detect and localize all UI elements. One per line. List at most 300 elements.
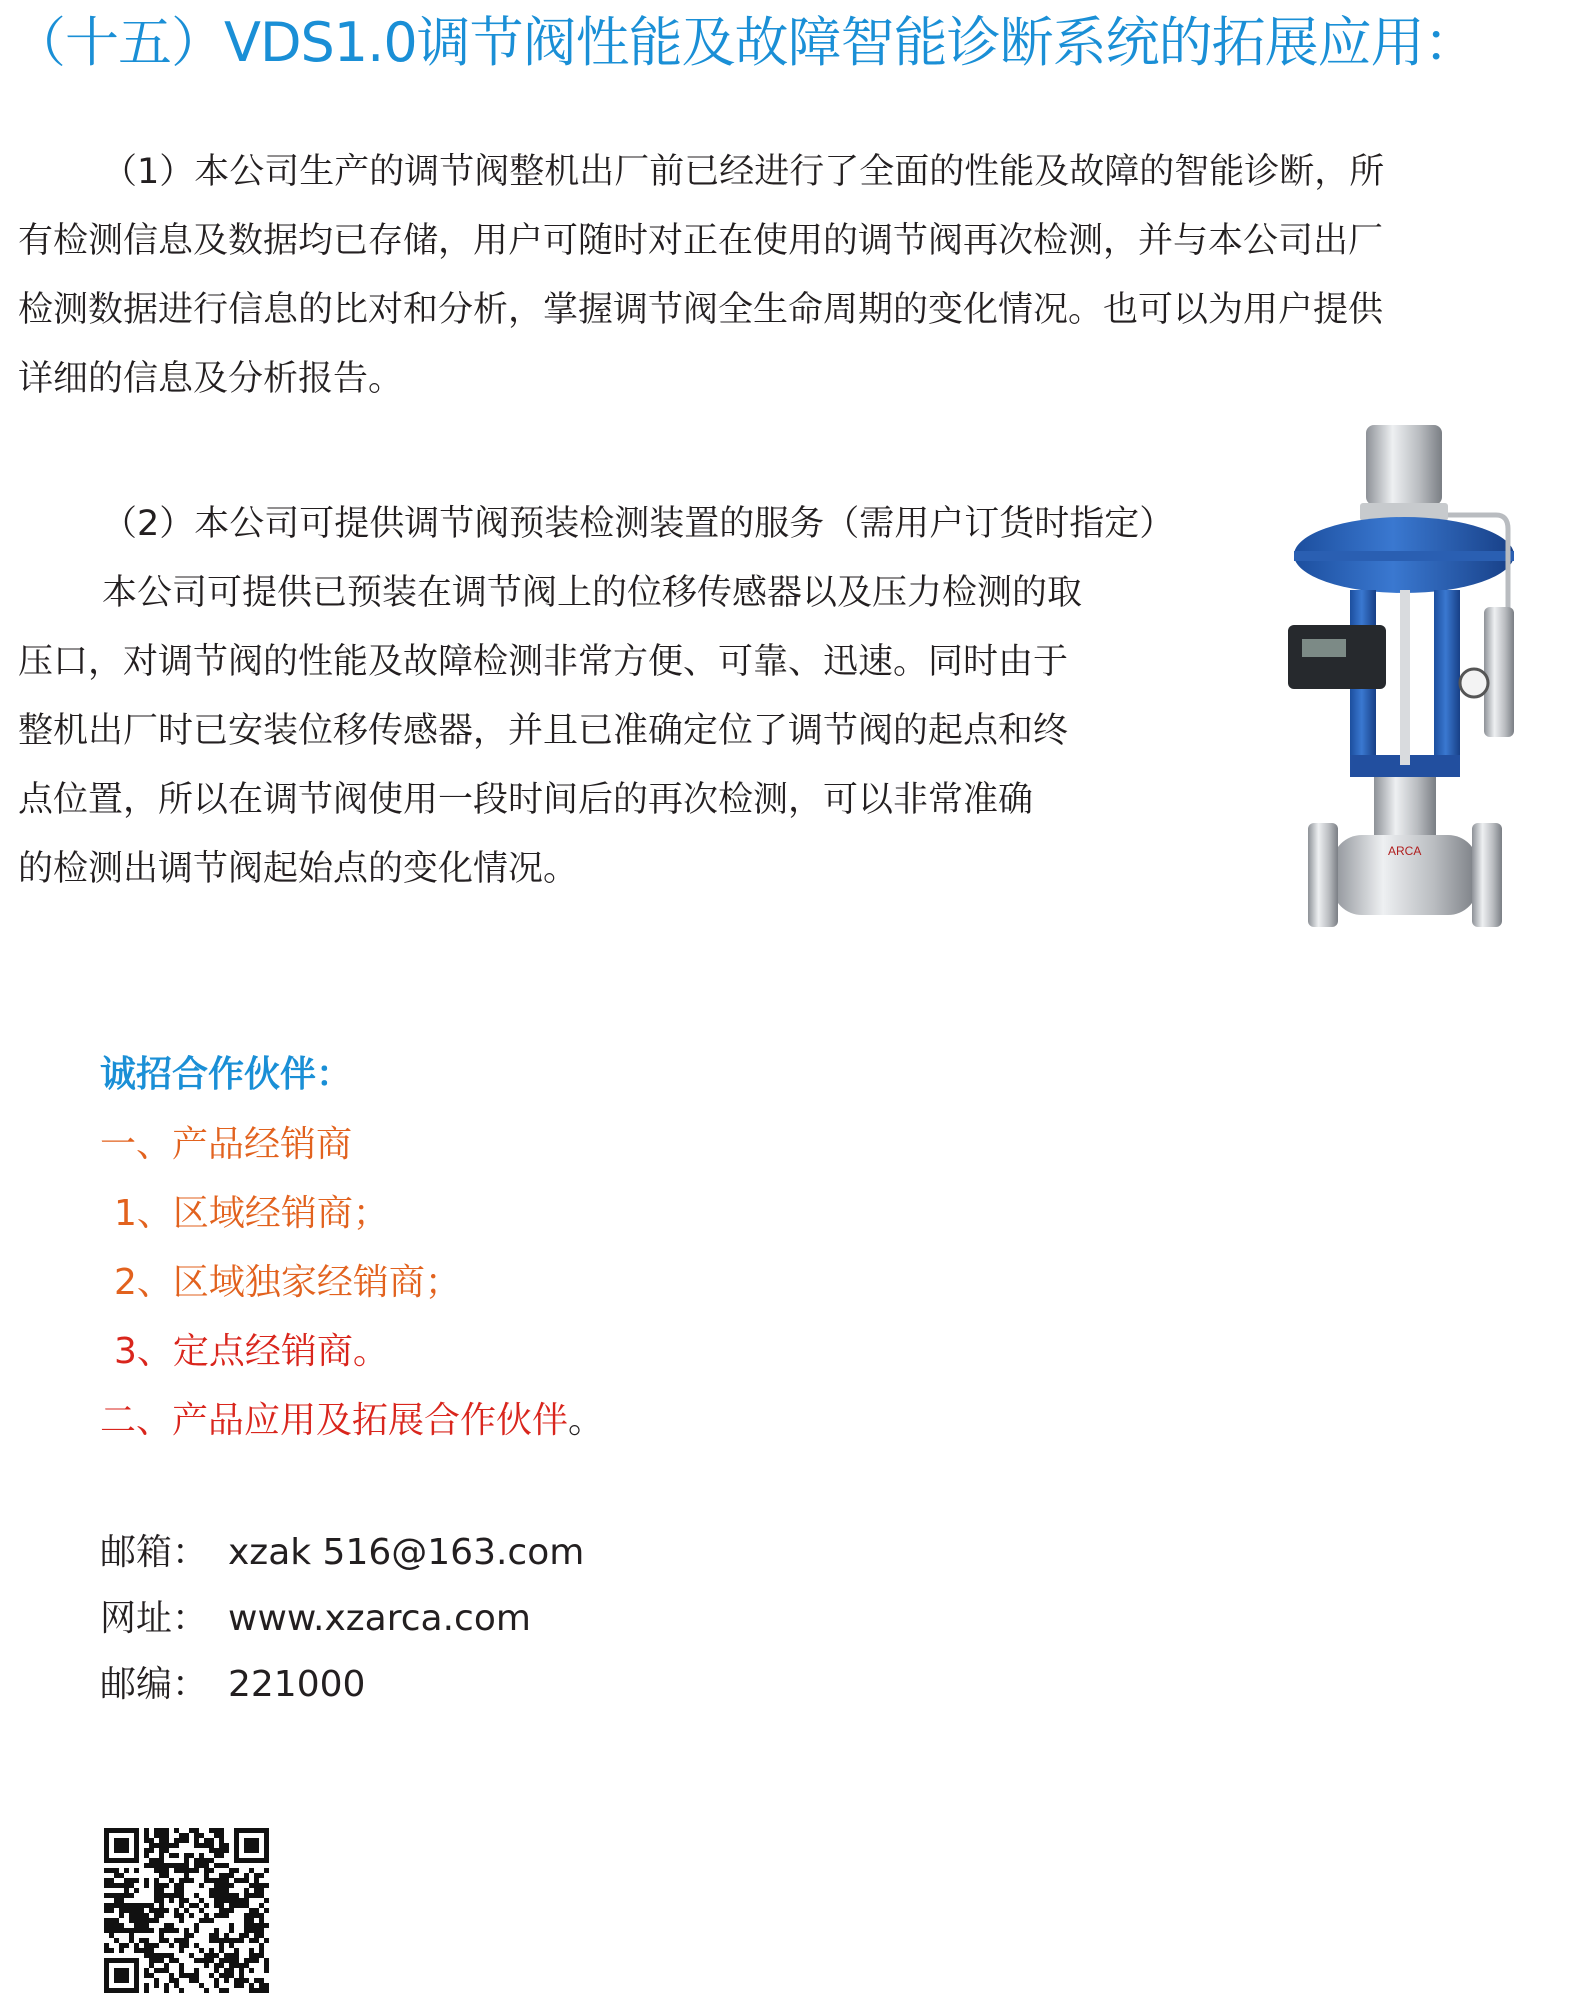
page-title: （十五）VDS1.0调节阀性能及故障智能诊断系统的拓展应用： (12, 11, 1477, 74)
qr-module (114, 1898, 119, 1903)
qr-module (164, 1923, 169, 1928)
email-value[interactable]: xzak 516@163.com (228, 1532, 585, 1573)
qr-module (164, 1988, 169, 1993)
qr-module (204, 1873, 209, 1878)
qr-module (229, 1928, 234, 1933)
qr-module (119, 1943, 124, 1948)
qr-module (219, 1963, 224, 1968)
qr-module (219, 1938, 224, 1943)
qr-module (169, 1878, 174, 1883)
qr-module (244, 1978, 249, 1983)
qr-module (184, 1838, 189, 1843)
qr-module (254, 1908, 259, 1913)
qr-module (204, 1878, 209, 1883)
qr-module (254, 1933, 259, 1938)
qr-module (114, 1938, 119, 1943)
qr-module (189, 1978, 194, 1983)
partner-subitem-regional: 1、区域经销商； (114, 1193, 389, 1234)
qr-module (144, 1948, 149, 1953)
qr-module (254, 1938, 259, 1943)
qr-module (154, 1893, 159, 1898)
qr-module (119, 1873, 124, 1878)
qr-module (214, 1933, 219, 1938)
qr-module (104, 1908, 109, 1913)
qr-module (249, 1948, 254, 1953)
qr-module (194, 1863, 199, 1868)
qr-module (174, 1888, 179, 1893)
qr-module (169, 1843, 174, 1848)
qr-module (114, 1918, 119, 1923)
qr-module (144, 1918, 149, 1923)
qr-module (144, 1848, 149, 1853)
qr-module (249, 1938, 254, 1943)
qr-module (214, 1898, 219, 1903)
email-label: 邮箱： (100, 1532, 209, 1573)
qr-module (234, 1903, 239, 1908)
qr-module (119, 1893, 124, 1898)
qr-module (149, 1858, 154, 1863)
qr-module (209, 1958, 214, 1963)
qr-module (119, 1923, 124, 1928)
qr-module (229, 1893, 234, 1898)
qr-module (244, 1923, 249, 1928)
qr-module (119, 1908, 124, 1913)
qr-module (119, 1903, 124, 1908)
qr-module (209, 1918, 214, 1923)
qr-module (139, 1903, 144, 1908)
qr-module (189, 1973, 194, 1978)
contact-zip-row (100, 1652, 584, 1718)
qr-module (134, 1943, 139, 1948)
qr-module (174, 1913, 179, 1918)
qr-module (219, 1908, 224, 1913)
control-valve-image (1288, 425, 1558, 950)
qr-module (199, 1918, 204, 1923)
qr-module (219, 1988, 224, 1993)
qr-module (119, 1913, 124, 1918)
qr-module (109, 1883, 114, 1888)
qr-module (154, 1843, 159, 1848)
qr-module (144, 1853, 149, 1858)
qr-module (234, 1938, 239, 1943)
qr-module (234, 1978, 239, 1983)
qr-module (249, 1983, 254, 1988)
partners-list (100, 1110, 604, 1455)
qr-module (189, 1953, 194, 1958)
qr-module (259, 1953, 264, 1958)
paragraph-2-heading: （2）本公司可提供调节阀预装检测装置的服务（需用户订货时指定） (102, 504, 1175, 544)
qr-module (229, 1868, 234, 1873)
qr-module (164, 1983, 169, 1988)
para2-line: 本公司可提供已预装在调节阀上的位移传感器以及压力检测的取 (102, 573, 1083, 613)
qr-module (134, 1918, 139, 1923)
qr-module (204, 1963, 209, 1968)
qr-module (154, 1878, 159, 1883)
qr-module (249, 1913, 254, 1918)
qr-module (109, 1908, 114, 1913)
qr-module (174, 1853, 179, 1858)
qr-module (179, 1913, 184, 1918)
qr-module (164, 1938, 169, 1943)
qr-module (124, 1868, 129, 1873)
qr-module (184, 1898, 189, 1903)
qr-module (164, 1883, 169, 1888)
qr-module (264, 1938, 269, 1943)
qr-module (104, 1903, 109, 1908)
qr-module (159, 1843, 164, 1848)
qr-module (144, 1968, 149, 1973)
qr-module (129, 1883, 134, 1888)
qr-module (209, 1848, 214, 1853)
qr-module (219, 1898, 224, 1903)
qr-module (184, 1943, 189, 1948)
qr-module (224, 1863, 229, 1868)
pressure-gauge (1460, 669, 1488, 697)
qr-module (124, 1928, 129, 1933)
qr-module (254, 1928, 259, 1933)
qr-module (159, 1883, 164, 1888)
qr-module (144, 1883, 149, 1888)
qr-module (219, 1903, 224, 1908)
qr-module (159, 1968, 164, 1973)
qr-module (179, 1948, 184, 1953)
qr-module (129, 1933, 134, 1938)
qr-module (244, 1963, 249, 1968)
qr-module (109, 1948, 114, 1953)
qr-module (259, 1978, 264, 1983)
qr-module (234, 1953, 239, 1958)
qr-module (184, 1933, 189, 1938)
qr-module (109, 1878, 114, 1883)
qr-module (199, 1948, 204, 1953)
qr-module (154, 1983, 159, 1988)
qr-module (229, 1938, 234, 1943)
qr-module (169, 1958, 174, 1963)
qr-module (154, 1953, 159, 1958)
qr-module (219, 1853, 224, 1858)
qr-module (214, 1828, 219, 1833)
qr-module (214, 1968, 219, 1973)
qr-module (194, 1868, 199, 1873)
qr-module (204, 1903, 209, 1908)
qr-module (224, 1978, 229, 1983)
qr-module (159, 1873, 164, 1878)
qr-module (164, 1863, 169, 1868)
qr-module (179, 1863, 184, 1868)
qr-module (144, 1983, 149, 1988)
qr-module (139, 1938, 144, 1943)
qr-module (139, 1923, 144, 1928)
para2-line: 的检测出调节阀起始点的变化情况。 (18, 849, 579, 889)
qr-module (249, 1923, 254, 1928)
qr-module (119, 1948, 124, 1953)
qr-module (174, 1983, 179, 1988)
qr-module (169, 1898, 174, 1903)
qr-module (174, 1883, 179, 1888)
qr-module (204, 1838, 209, 1843)
qr-module (184, 1853, 189, 1858)
qr-module (239, 1938, 244, 1943)
qr-module (214, 1978, 219, 1983)
qr-module (199, 1833, 204, 1838)
qr-module (189, 1853, 194, 1858)
qr-module (159, 1888, 164, 1893)
qr-module (184, 1928, 189, 1933)
qr-module (114, 1873, 119, 1878)
zip-value: 221000 (228, 1664, 366, 1705)
contact-email-row (100, 1520, 584, 1586)
qr-module (244, 1903, 249, 1908)
qr-module (234, 1868, 239, 1873)
qr-module (174, 1893, 179, 1898)
valve-cap (1366, 425, 1442, 505)
qr-module (144, 1863, 149, 1868)
qr-module (174, 1863, 179, 1868)
qr-module (199, 1853, 204, 1858)
qr-module (244, 1873, 249, 1878)
qr-module (194, 1943, 199, 1948)
qr-module (124, 1943, 129, 1948)
qr-module (159, 1838, 164, 1843)
paragraph-2 (18, 559, 1238, 904)
filter-regulator (1484, 607, 1514, 737)
qr-module (159, 1933, 164, 1938)
qr-module (139, 1948, 144, 1953)
qr-module (144, 1943, 149, 1948)
qr-module (104, 1883, 109, 1888)
qr-module (109, 1893, 114, 1898)
qr-module (244, 1918, 249, 1923)
qr-module (149, 1948, 154, 1953)
qr-module (159, 1868, 164, 1873)
qr-module (144, 1938, 149, 1943)
qr-module (264, 1883, 269, 1888)
qr-module (179, 1918, 184, 1923)
qr-module (184, 1878, 189, 1883)
qr-module (169, 1978, 174, 1983)
qr-module (169, 1863, 174, 1868)
qr-module (154, 1833, 159, 1838)
qr-module (144, 1923, 149, 1928)
qr-module (174, 1938, 179, 1943)
qr-module (149, 1903, 154, 1908)
qr-module (214, 1863, 219, 1868)
qr-module (179, 1973, 184, 1978)
partners-heading: 诚招合作伙伴： (100, 1054, 353, 1095)
qr-module (214, 1848, 219, 1853)
qr-module (124, 1878, 129, 1883)
qr-module (219, 1828, 224, 1833)
qr-module (104, 1878, 109, 1883)
qr-module (179, 1838, 184, 1843)
qr-module (154, 1868, 159, 1873)
qr-module (184, 1833, 189, 1838)
qr-module (254, 1873, 259, 1878)
qr-module (244, 1928, 249, 1933)
qr-module (229, 1973, 234, 1978)
valve-bonnet (1374, 777, 1436, 837)
qr-module (209, 1953, 214, 1958)
qr-module (189, 1913, 194, 1918)
valve-flange-left (1308, 823, 1338, 927)
qr-module (164, 1873, 169, 1878)
qr-module (239, 1898, 244, 1903)
qr-module (209, 1893, 214, 1898)
qr-module (149, 1928, 154, 1933)
qr-module (229, 1943, 234, 1948)
qr-module (234, 1948, 239, 1953)
qr-module (219, 1873, 224, 1878)
qr-module (249, 1918, 254, 1923)
qr-module (244, 1913, 249, 1918)
partner-item-distributor: 一、产品经销商 (100, 1124, 353, 1165)
qr-module (249, 1868, 254, 1873)
qr-module (239, 1983, 244, 1988)
qr-module (159, 1938, 164, 1943)
qr-module (109, 1923, 114, 1928)
qr-module (109, 1933, 114, 1938)
qr-module (129, 1908, 134, 1913)
qr-module (254, 1988, 259, 1993)
qr-module (209, 1838, 214, 1843)
qr-module (239, 1968, 244, 1973)
qr-module (244, 1888, 249, 1893)
qr-module (109, 1903, 114, 1908)
qr-module (264, 1983, 269, 1988)
qr-module (264, 1908, 269, 1913)
qr-module (204, 1868, 209, 1873)
qr-module (254, 1893, 259, 1898)
qr-module (204, 1958, 209, 1963)
qr-module (224, 1938, 229, 1943)
qr-module (229, 1898, 234, 1903)
qr-module (234, 1963, 239, 1968)
qr-module (224, 1958, 229, 1963)
qr-module (144, 1973, 149, 1978)
qr-module (259, 1988, 264, 1993)
qr-module (209, 1868, 214, 1873)
qr-module (214, 1953, 219, 1958)
qr-module (259, 1923, 264, 1928)
qr-module (229, 1908, 234, 1913)
qr-module (259, 1888, 264, 1893)
qr-module (154, 1908, 159, 1913)
qr-module (104, 1923, 109, 1928)
qr-module (199, 1863, 204, 1868)
qr-module (264, 1868, 269, 1873)
qr-module (144, 1903, 149, 1908)
qr-module (139, 1918, 144, 1923)
qr-module (219, 1878, 224, 1883)
qr-module (249, 1893, 254, 1898)
qr-module (129, 1918, 134, 1923)
qr-module (159, 1953, 164, 1958)
qr-module (224, 1873, 229, 1878)
qr-module (164, 1868, 169, 1873)
qr-module (164, 1843, 169, 1848)
qr-module (134, 1903, 139, 1908)
qr-module (129, 1878, 134, 1883)
qr-module (239, 1878, 244, 1883)
qr-module (259, 1983, 264, 1988)
qr-module (264, 1968, 269, 1973)
web-value[interactable]: www.xzarca.com (228, 1598, 531, 1639)
qr-module (134, 1928, 139, 1933)
qr-module (134, 1923, 139, 1928)
qr-module (264, 1988, 269, 1993)
qr-module (159, 1863, 164, 1868)
qr-module (214, 1888, 219, 1893)
qr-module (244, 1933, 249, 1938)
qr-module (149, 1843, 154, 1848)
qr-module (219, 1913, 224, 1918)
qr-module (169, 1928, 174, 1933)
qr-module (204, 1913, 209, 1918)
qr-module (159, 1848, 164, 1853)
qr-module (264, 1958, 269, 1963)
qr-module (159, 1893, 164, 1898)
qr-module (154, 1888, 159, 1893)
qr-module (144, 1828, 149, 1833)
qr-module (184, 1868, 189, 1873)
qr-module (184, 1938, 189, 1943)
qr-module (209, 1938, 214, 1943)
qr-module (234, 1898, 239, 1903)
qr-module (154, 1978, 159, 1983)
qr-module (214, 1928, 219, 1933)
qr-module (194, 1928, 199, 1933)
qr-module (244, 1898, 249, 1903)
qr-module (189, 1828, 194, 1833)
qr-module (149, 1838, 154, 1843)
qr-module (229, 1968, 234, 1973)
qr-module (204, 1953, 209, 1958)
qr-module (214, 1853, 219, 1858)
qr-module (154, 1858, 159, 1863)
qr-module (214, 1913, 219, 1918)
qr-module (159, 1858, 164, 1863)
qr-module (264, 1898, 269, 1903)
qr-module (254, 1913, 259, 1918)
qr-module (179, 1903, 184, 1908)
qr-module (224, 1953, 229, 1958)
para1-line: 有检测信息及数据均已存储，用户可随时对正在使用的调节阀再次检测，并与本公司出厂 (18, 221, 1384, 261)
qr-module (214, 1983, 219, 1988)
qr-module (154, 1968, 159, 1973)
qr-module (129, 1903, 134, 1908)
qr-module (259, 1928, 264, 1933)
qr-module (259, 1918, 264, 1923)
qr-module (219, 1893, 224, 1898)
qr-module (119, 1898, 124, 1903)
qr-module (109, 1918, 114, 1923)
qr-module (249, 1958, 254, 1963)
qr-module (194, 1978, 199, 1983)
qr-module (164, 1848, 169, 1853)
qr-module (154, 1918, 159, 1923)
qr-module (229, 1958, 234, 1963)
qr-module (234, 1983, 239, 1988)
qr-module (229, 1883, 234, 1888)
qr-module (199, 1883, 204, 1888)
qr-module (224, 1878, 229, 1883)
qr-module (184, 1858, 189, 1863)
paragraph-1 (18, 138, 1554, 414)
qr-module (194, 1828, 199, 1833)
qr-module (114, 1928, 119, 1933)
valve-brand-label: ARCA (1388, 844, 1422, 858)
qr-module (179, 1988, 184, 1993)
